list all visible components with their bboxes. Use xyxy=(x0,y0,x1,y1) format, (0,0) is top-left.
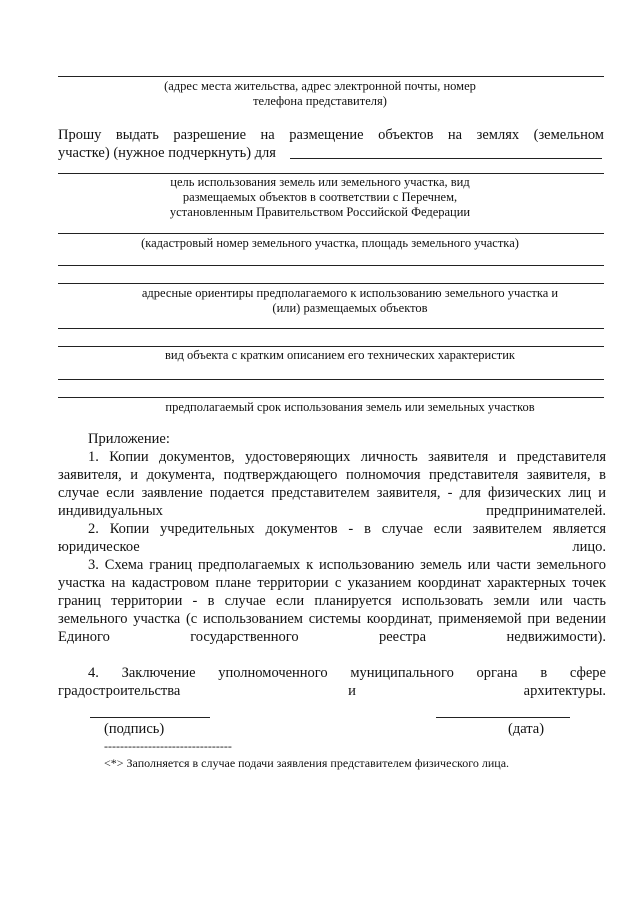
signature-label: (подпись) xyxy=(104,721,165,737)
object-line-2 xyxy=(58,346,604,347)
purpose-line xyxy=(58,173,604,174)
appendix-item-4: 4. Заключение уполномоченного муниципального органа в сфере градостроительства и архитектуры. xyxy=(58,665,606,699)
object-caption: вид объекта с кратким описанием его технических характеристик xyxy=(164,348,515,362)
purpose-fill-line xyxy=(290,158,602,159)
appendix-item-2: 2. Копии учредительных документов - в случае если заявителем является юридическое лицо. xyxy=(58,521,606,555)
appendix-title: Приложение: xyxy=(88,431,170,447)
appendix-item-1: 1. Копии документов, удостоверяющих личность заявителя и представителя заявителя, и документа, подтверждающего полномочия представителя заявителя, в случае если заявление подается представителем заявителя, - для физических лиц и индивидуальных предпринимателей. xyxy=(58,449,606,519)
request-text-line1: Прошу выдать разрешение на размещение объектов на землях (земельном xyxy=(58,127,604,143)
date-label: (дата) xyxy=(508,721,545,737)
term-caption: предполагаемый срок использования земель или земельных участков xyxy=(165,400,535,414)
landmarks-caption: адресные ориентиры предполагаемого к использованию земельного участка и (или) размещаемых объектов xyxy=(141,286,559,315)
footnote-separator: -------------------------------- xyxy=(104,739,232,753)
object-line-1 xyxy=(58,328,604,329)
landmarks-line-1 xyxy=(58,265,604,266)
appendix-item-3: 3. Схема границ предполагаемых к использованию земель или части земельного участка на кадастровом плане территории с указанием координат характерных точек границ территории - в случае если планируется использовать земли или часть земельного участка (с использованием системы координат, применяемой при ведении Единого государственного реестра недвижимости). xyxy=(58,557,606,645)
purpose-caption: цель использования земель или земельного участка, вид размещаемых объектов в соответствии с Перечнем, установленным Правительством Российской Федерации xyxy=(169,175,471,219)
cadastral-line xyxy=(58,233,604,234)
signature-line xyxy=(90,717,210,718)
footnote-text: <*> Заполняется в случае подачи заявления представителем физического лица. xyxy=(104,756,510,770)
term-line-1 xyxy=(58,379,604,380)
term-line-2 xyxy=(58,397,604,398)
address-caption: (адрес места жительства, адрес электронной почты, номер телефона представителя) xyxy=(164,79,476,108)
cadastral-caption: (кадастровый номер земельного участка, площадь земельного участка) xyxy=(141,236,519,250)
address-line xyxy=(58,76,604,77)
date-line xyxy=(436,717,570,718)
request-text-line2: участке) (нужное подчеркнуть) для xyxy=(58,145,276,161)
landmarks-line-2 xyxy=(58,283,604,284)
